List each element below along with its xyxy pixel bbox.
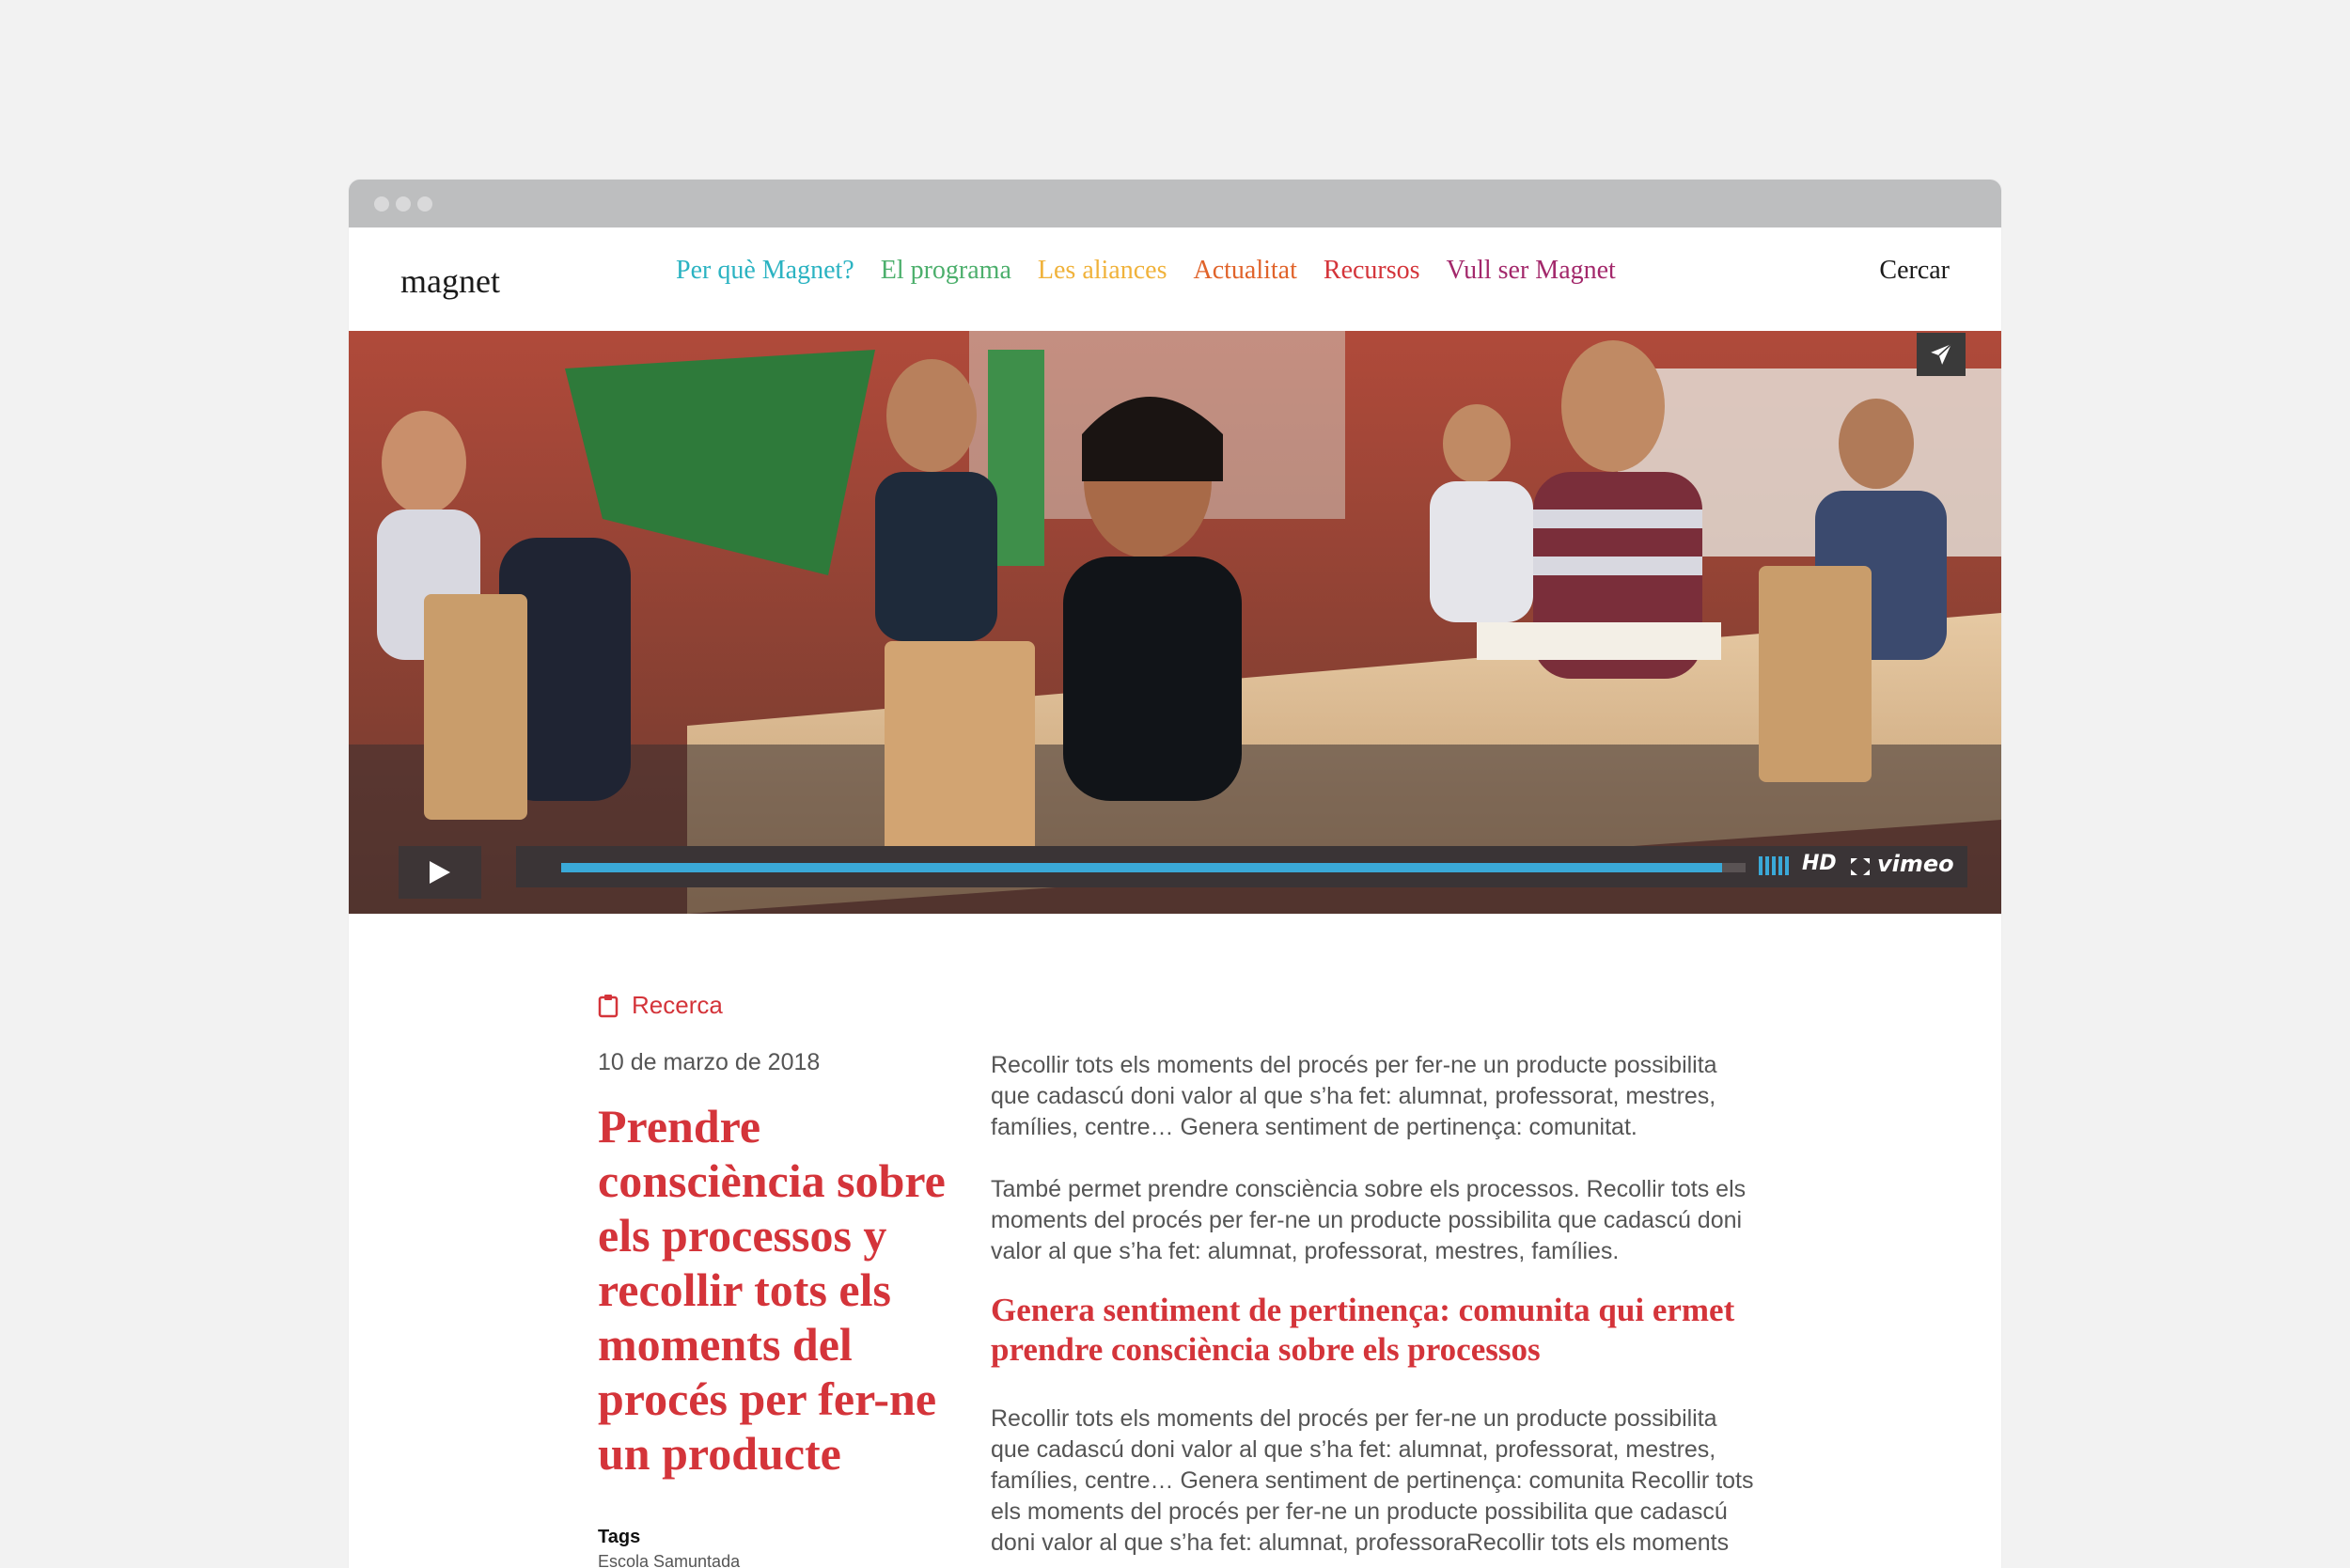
nav-item-vull-ser-magnet[interactable]: Vull ser Magnet [1446, 256, 1616, 285]
nav-item-actualitat[interactable]: Actualitat [1193, 256, 1297, 285]
volume-icon[interactable] [1759, 856, 1793, 877]
article-title: Prendre consciència sobre els processos y recollir tots els moments del procés per fer-ne un producte [598, 1100, 946, 1480]
tags-label: Tags [598, 1527, 641, 1547]
share-button[interactable] [1917, 333, 1966, 376]
search-link[interactable]: Cercar [1879, 256, 1950, 285]
article-subheading: Genera sentiment de pertinença: comunita qui ermet prendre consciència sobre els processos [991, 1292, 1735, 1368]
article-paragraph: Recollir tots els moments del procés per fer-ne un producte possibilita que cadascú doni valor al que s’ha fet: alumnat, professorat, mestres, famílies, centre… Genera sentiment de pertinença: comunitat. [991, 1052, 1717, 1140]
classroom-photo [349, 331, 2001, 914]
nav-item-per-que-magnet[interactable]: Per què Magnet? [676, 256, 854, 285]
progress-bar[interactable] [561, 863, 1746, 872]
article-paragraph: Recollir tots els moments del procés per fer-ne un producte possibilita que cadascú doni valor al que s’ha fet: alumnat, professorat, mestres, famílies, centre… Genera sentiment de pertinença: comunita Recollir tots els moments del procés per fer-ne un producte possibilita que cadascú doni valor al que s’ha fet: alumnat, professoraRecollir tots els moments [991, 1405, 1754, 1556]
window-dot-icon [417, 196, 432, 212]
window-dot-icon [396, 196, 411, 212]
nav-item-recursos[interactable]: Recursos [1323, 256, 1420, 285]
category-label: Recerca [632, 991, 723, 1019]
browser-window [349, 180, 2001, 1568]
fullscreen-icon[interactable] [1851, 858, 1870, 875]
paper-plane-icon [1929, 342, 1953, 367]
window-dot-icon [374, 196, 389, 212]
clipboard-icon [598, 994, 619, 1018]
browser-chrome [349, 180, 2001, 227]
article-body [991, 1050, 1757, 1568]
video-controls [516, 846, 1967, 887]
article-category[interactable] [598, 991, 723, 1020]
vimeo-logo[interactable]: vimeo [1877, 851, 1954, 877]
video-player[interactable] [349, 331, 2001, 914]
progress-fill [561, 863, 1722, 872]
nav-item-el-programa[interactable]: El programa [880, 256, 1011, 285]
main-nav [676, 256, 1616, 286]
article-date: 10 de marzo de 2018 [598, 1049, 821, 1075]
site-logo[interactable]: magnet [400, 262, 500, 300]
article-paragraph: També permet prendre consciència sobre els processos. Recollir tots els moments del procés per fer-ne un producte possibilita que cadascú doni valor al que s’ha fet: alumnat, professorat, mestres, famílies. [991, 1176, 1747, 1264]
play-icon [428, 859, 452, 886]
nav-item-les-aliances[interactable]: Les aliances [1037, 256, 1167, 285]
site-header [349, 227, 2001, 331]
hd-toggle[interactable]: HD [1802, 852, 1837, 875]
tag-link[interactable]: Escola Samuntada [598, 1552, 741, 1568]
play-button[interactable] [399, 846, 481, 899]
